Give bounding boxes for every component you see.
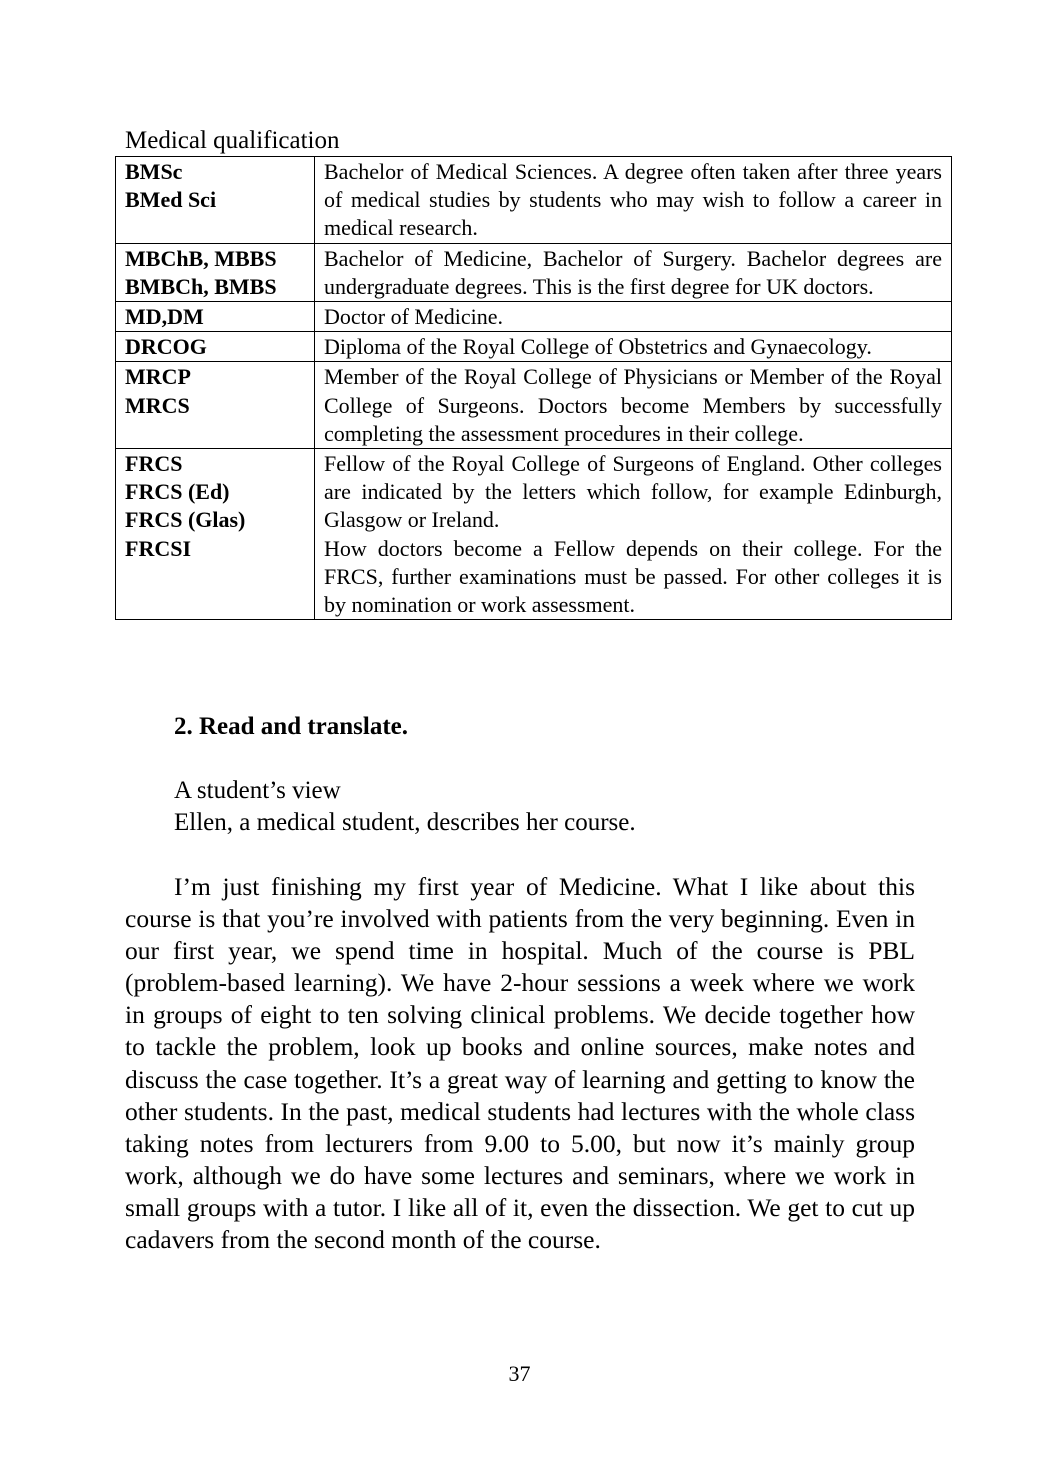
- abbreviation: FRCS (Ed): [125, 479, 230, 505]
- description-text: Bachelor of Medicine, Bachelor of Surgery. Bachelor degrees are undergraduate degrees. This is the first degree for UK doctors.: [324, 245, 942, 299]
- table-row: [116, 332, 952, 362]
- abbreviation-cell: [116, 157, 315, 244]
- description-text: Fellow of the Royal College of Surgeons of England. Other colleges are indicated by the letters which follow, for example Edinburgh, Glasgow or Ireland.: [324, 451, 942, 533]
- description-text: Diploma of the Royal College of Obstetrics and Gynaecology.: [324, 334, 872, 360]
- table-row: [116, 243, 952, 301]
- abbreviation: FRCS (Glas): [125, 507, 246, 533]
- abbreviation: MRCP: [125, 364, 191, 390]
- description-cell: [315, 362, 952, 449]
- abbreviation-cell: [116, 362, 315, 449]
- abbreviation: DRCOG: [125, 334, 207, 360]
- description-cell: [315, 243, 952, 301]
- table-caption: Medical qualification: [125, 127, 340, 154]
- description-text: Member of the Royal College of Physicians or Member of the Royal College of Surgeons. Doctors become Members by successfully completing the assessment procedures in their college.: [324, 364, 942, 446]
- abbreviation: MRCS: [125, 392, 190, 418]
- table-row: [116, 157, 952, 244]
- abbreviation-cell: [116, 302, 315, 332]
- description-cell: [315, 332, 952, 362]
- abbreviation: FRCSI: [125, 535, 192, 561]
- page-number: 37: [508, 1361, 531, 1386]
- description-cell: [315, 302, 952, 332]
- qualifications-table: [115, 156, 952, 620]
- description-cell: [315, 157, 952, 244]
- description-text: How doctors become a Fellow depends on their college. For the FRCS, further examinations must be passed. For other colleges it is by nomination or work assessment.: [324, 535, 942, 618]
- abbreviation-cell: [116, 449, 315, 620]
- abbreviation: MBChB, MBBS: [125, 245, 277, 271]
- qualifications-table-body: [116, 157, 952, 620]
- description-text: Bachelor of Medical Sciences. A degree often taken after three years of medical studies by students who may wish to follow a career in medical research.: [324, 159, 942, 241]
- abbreviation-cell: [116, 243, 315, 301]
- table-row: [116, 362, 952, 449]
- abbreviation: MD,DM: [125, 304, 204, 330]
- passage-body: I’m just finishing my first year of Medicine. What I like about this course is that you’re involved with patients from the very beginning. Even in our first year, we spend time in hospital. Much of the course is PBL (problem-based learning). We have 2-hour sessions a week where we work in groups of eight to ten solving clinical problems. We decide together how to tackle the problem, look up books and online sources, make notes and discuss the case together. It’s a great way of learning and getting to know the other students. In the past, medical students had lectures with the whole class taking notes from lecturers from 9.00 to 5.00, but now it’s mainly group work, although we do have some lectures and seminars, where we work in small groups with a tutor. I like all of it, even the dissection. We get to cut up cadavers from the second month of the course.: [125, 872, 915, 1255]
- description-cell: [315, 449, 952, 620]
- description-text: Doctor of Medicine.: [324, 304, 503, 330]
- exercise-heading: 2. Read and translate.: [174, 713, 409, 740]
- abbreviation: BMSc: [125, 159, 183, 184]
- abbreviation-cell: [116, 332, 315, 362]
- passage-subtitle: Ellen, a medical student, describes her course.: [174, 809, 636, 836]
- abbreviation: BMed Sci: [125, 187, 217, 213]
- table-row: [116, 449, 952, 620]
- abbreviation: BMBCh, BMBS: [125, 273, 277, 299]
- table-row: [116, 302, 952, 332]
- abbreviation: FRCS: [125, 451, 183, 477]
- passage-title: A student’s view: [174, 777, 341, 804]
